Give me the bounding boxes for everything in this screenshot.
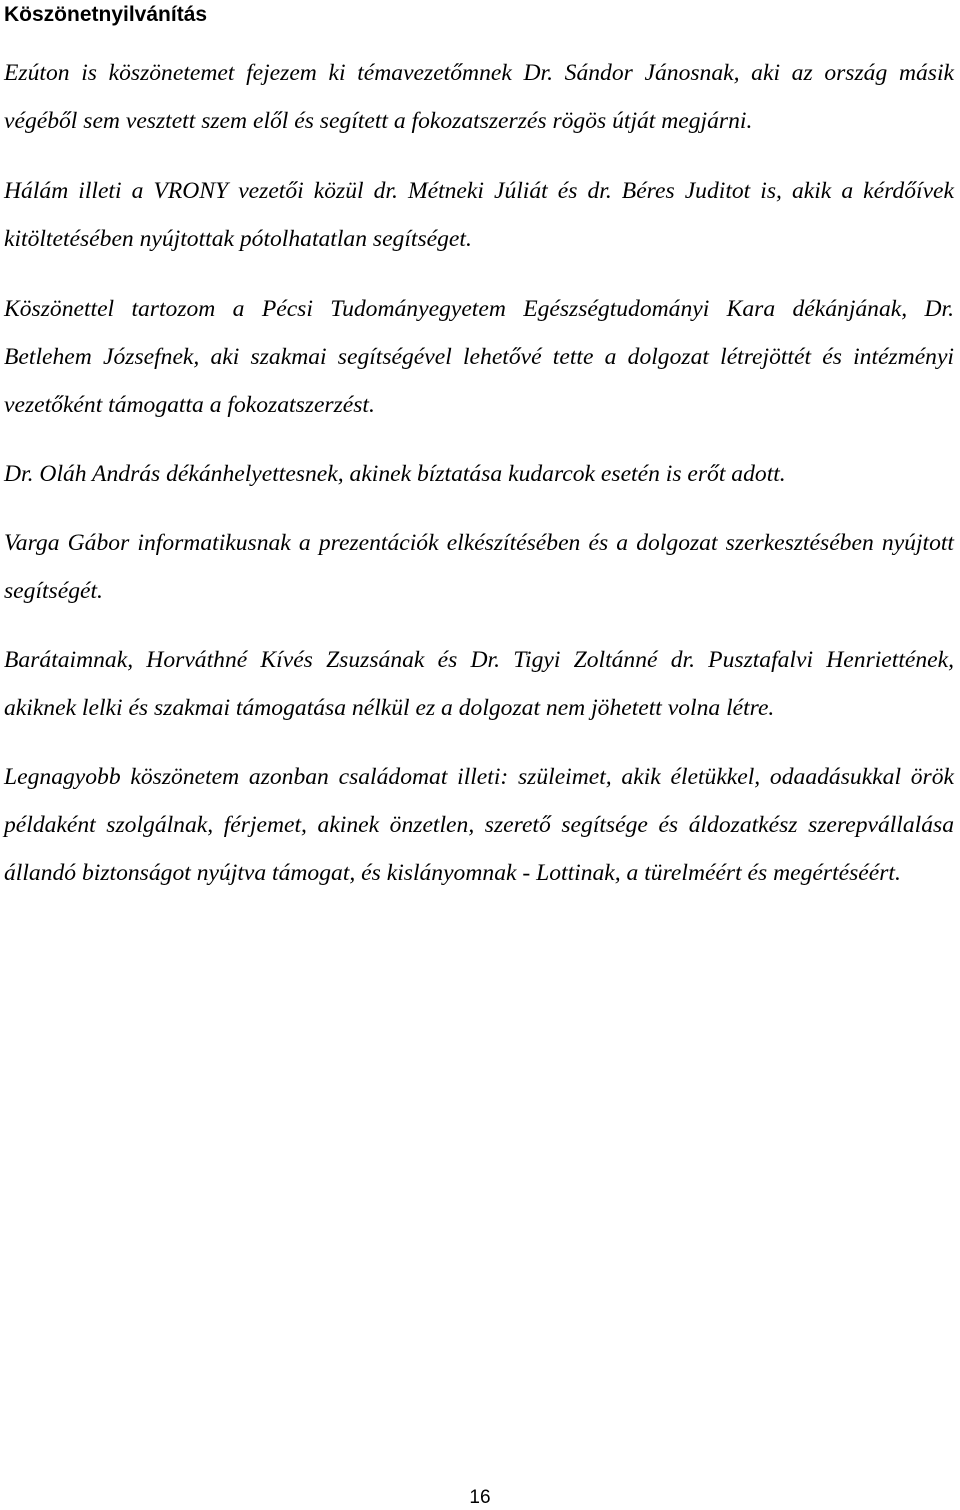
paragraph-vice-dean-thanks: Dr. Oláh András dékánhelyettesnek, akinek bíztatása kudarcok esetén is erőt adott. [4, 461, 786, 487]
paragraph-vrony-thanks: Hálám illeti a VRONY vezetői közül dr. Métneki Júliát és dr. Béres Juditot is, akik a kérdőívek kitöltetésében nyújtottak pótolhatatlan segítséget. [4, 178, 954, 252]
document-page [4, 0, 954, 897]
paragraph-family-thanks: Legnagyobb köszönetem azonban családomat illeti: szüleimet, akik életükkel, odaadásukkal örök példaként szolgálnak, férjemet, akinek önzetlen, szerető segítsége és áldozatkész szerepvállalása állandó biztonságot nyújtva támogat, és kislányomnak - Lottinak, a türelméért és megértéséért. [4, 764, 954, 886]
paragraph-friends-thanks: Barátaimnak, Horváthné Kívés Zsuzsának és Dr. Tigyi Zoltánné dr. Pusztafalvi Henriettének, akiknek lelki és szakmai támogatása nélkül ez a dolgozat nem jöhetett volna létre. [4, 647, 954, 721]
page-title: Köszönetnyilvánítás [4, 3, 208, 26]
paragraph-supervisor-thanks: Ezúton is köszönetemet fejezem ki témavezetőmnek Dr. Sándor Jánosnak, aki az ország másik végéből sem vesztett szem elől és segített a fokozatszerzés rögös útját megjárni. [4, 60, 954, 134]
paragraph-dean-thanks: Köszönettel tartozom a Pécsi Tudományegyetem Egészségtudományi Kara dékánjának, Dr. Betlehem Józsefnek, aki szakmai segítségével lehetővé tette a dolgozat létrejöttét és intézményi vezetőként támogatta a fokozatszerzést. [4, 296, 954, 418]
paragraph-it-thanks: Varga Gábor informatikusnak a prezentációk elkészítésében és a dolgozat szerkesztésében nyújtott segítségét. [4, 530, 954, 604]
page-number: 16 [469, 1487, 491, 1508]
